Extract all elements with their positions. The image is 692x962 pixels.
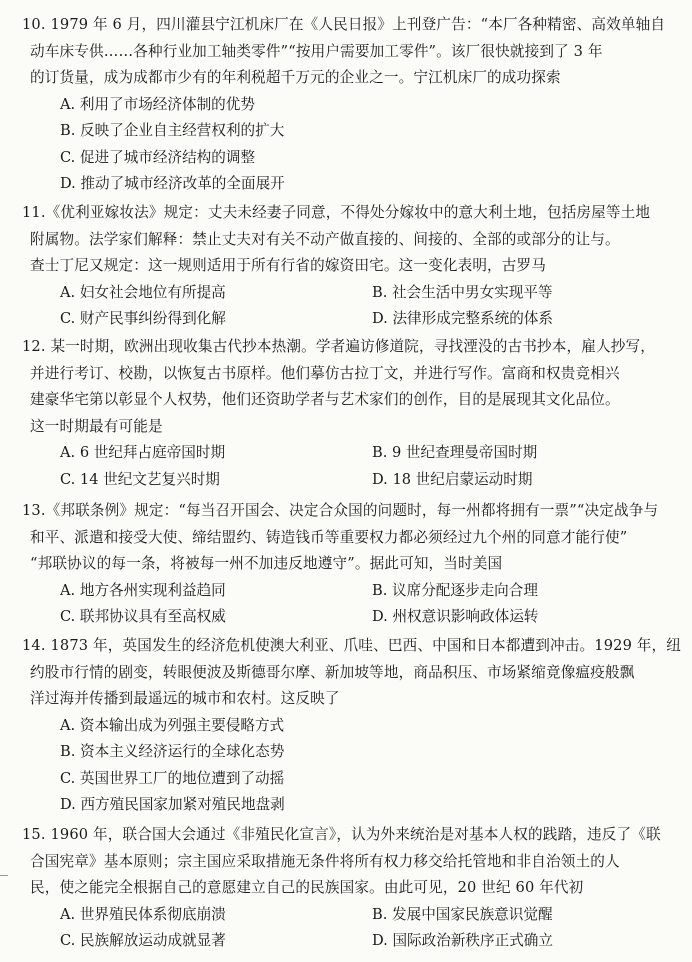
option-a: A. 6 世纪拜占庭帝国时期 [60,444,226,461]
stem-line: 动车床专供……各种行业加工轴类零件”“按用户需要加工零件”。该厂很快就接到了 3 年 [30,42,603,60]
stem-line: 附属物。法学家们解释：禁止丈夫对有关不动产做直接的、间接的、全部的或部分的让与。 [30,230,620,248]
option-a: A. 世界殖民体系彻底崩溃 [60,905,226,923]
stem-line: 14. 1873 年，英国发生的经济危机使澳大利亚、爪哇、巴西、中国和日本都遭到冲击。1929 年，纽 [22,637,682,654]
option-c: C. 民族解放运动成就显著 [60,932,226,949]
option-b: B. 反映了企业自主经营权利的扩大 [60,122,285,139]
stem-line: 和平、派遣和接受大使、缔结盟约、铸造钱币等重要权力都必须经过九个州的同意才能行使” [30,528,628,546]
stem-line: 11.《优利亚嫁妆法》规定：丈夫未经妻子同意，不得处分嫁妆中的意大利土地，包括房屋等土地 [22,204,651,221]
options-row [22,604,678,631]
option-a: A. 地方各州实现利益趋同 [60,581,226,599]
option-c: C. 英国世界工厂的地位遭到了动摇 [60,769,285,787]
question-stem [22,822,678,902]
options-row [22,306,678,333]
option-c: C. 联邦协议具有至高权威 [60,608,226,625]
stem-line: 民，使之能完全根据自己的意愿建立自己的民族国家。由此可见，20 世纪 60 年代初 [30,879,584,896]
stem-line: 15. 1960 年，联合国大会通过《非殖民化宣言》，认为外来统治是对基本人权的践踏，违反了《联 [22,826,661,843]
option-c: C. 14 世纪文艺复兴时期 [60,470,220,488]
option-d: D. 西方殖民国家加紧对殖民地盘剥 [60,796,285,813]
option-d: D. 法律形成完整系统的体系 [372,310,553,327]
option-c: C. 促进了城市经济结构的调整 [60,148,256,166]
option-a: A. 资本输出成为列强主要侵略方式 [60,716,285,734]
option-b: B. 资本主义经济运行的全球化态势 [60,743,285,760]
stem-line: “邦联协议的每一条，将被每一州不加违反地遵守”。据此可知，当时美国 [30,555,503,572]
question-stem [22,200,678,280]
stem-line: 洋过海并传播到最遥远的城市和农村。这反映了 [30,690,340,707]
question-14 [22,633,682,819]
option-d: D. 推动了城市经济改革的全面展开 [60,175,285,192]
stem-line: 建豪华宅第以彰显个人权势，他们还资助学者与艺术家们的创作，目的是展现其文化品位。 [30,391,620,408]
options-row [22,467,678,494]
option-d: D. 国际政治新秩序正式确立 [372,932,553,949]
question-10 [22,12,678,198]
options-row [22,928,678,955]
question-12 [22,334,678,493]
stem-line: 13.《邦联条例》规定：“每当召开国会、决定合众国的问题时，每一州都将拥有一票”“决定战争与 [22,502,659,519]
question-stem [22,633,682,713]
option-c: C. 财产民事纠纷得到化解 [60,310,226,327]
option-d: D. 州权意识影响政体运转 [372,608,539,625]
option-b: B. 议席分配逐步走向合理 [372,581,538,599]
stem-line: 的订货量，成为成都市少有的年利税超千万元的企业之一。宁江机床厂的成功探索 [30,69,561,86]
option-b: B. 9 世纪查理曼帝国时期 [372,444,538,461]
question-stem [22,498,678,578]
question-11 [22,200,678,333]
stem-line: 约股市行情的剧变，转眼便波及斯德哥尔摩、新加坡等地，商品积压、市场紧缩竟像瘟疫般飘 [30,663,635,681]
question-15 [22,822,678,955]
options [22,713,678,819]
option-a: A. 利用了市场经济体制的优势 [60,95,255,113]
question-stem [22,334,678,440]
option-d: D. 18 世纪启蒙运动时期 [372,470,533,488]
stem-line: 并进行考订、校勘，以恢复古书原样。他们摹仿古拉丁文，并进行写作。富商和权贵竞相兴 [30,364,620,382]
question-13 [22,498,678,631]
stem-line: 合国宪章》基本原则；宗主国应采取措施无条件将所有权力移交给托管地和非自治领土的人 [30,852,620,870]
options-row [22,578,678,605]
stem-line: 这一时期最有可能是 [30,417,163,435]
stem-line: 查士丁尼又规定：这一规则适用于所有行省的嫁资田宅。这一变化表明，古罗马 [30,257,547,274]
option-b: B. 社会生活中男女实现平等 [372,283,553,301]
option-a: A. 妇女社会地位有所提高 [60,283,226,301]
stem-line: 10. 1979 年 6 月，四川灌县宁江机床厂在《人民日报》上刊登广告：“本厂各种精密、高效单轴自 [22,16,666,33]
margin-mark [0,875,8,876]
options [22,92,678,198]
options-row [22,440,678,467]
options-row [22,902,678,929]
question-stem [22,12,678,92]
option-b: B. 发展中国家民族意识觉醒 [372,905,553,923]
options-row [22,280,678,307]
stem-line: 12. 某一时期，欧洲出现收集古代抄本热潮。学者遍访修道院，寻找湮没的古书抄本，雇人抄写， [22,338,655,355]
